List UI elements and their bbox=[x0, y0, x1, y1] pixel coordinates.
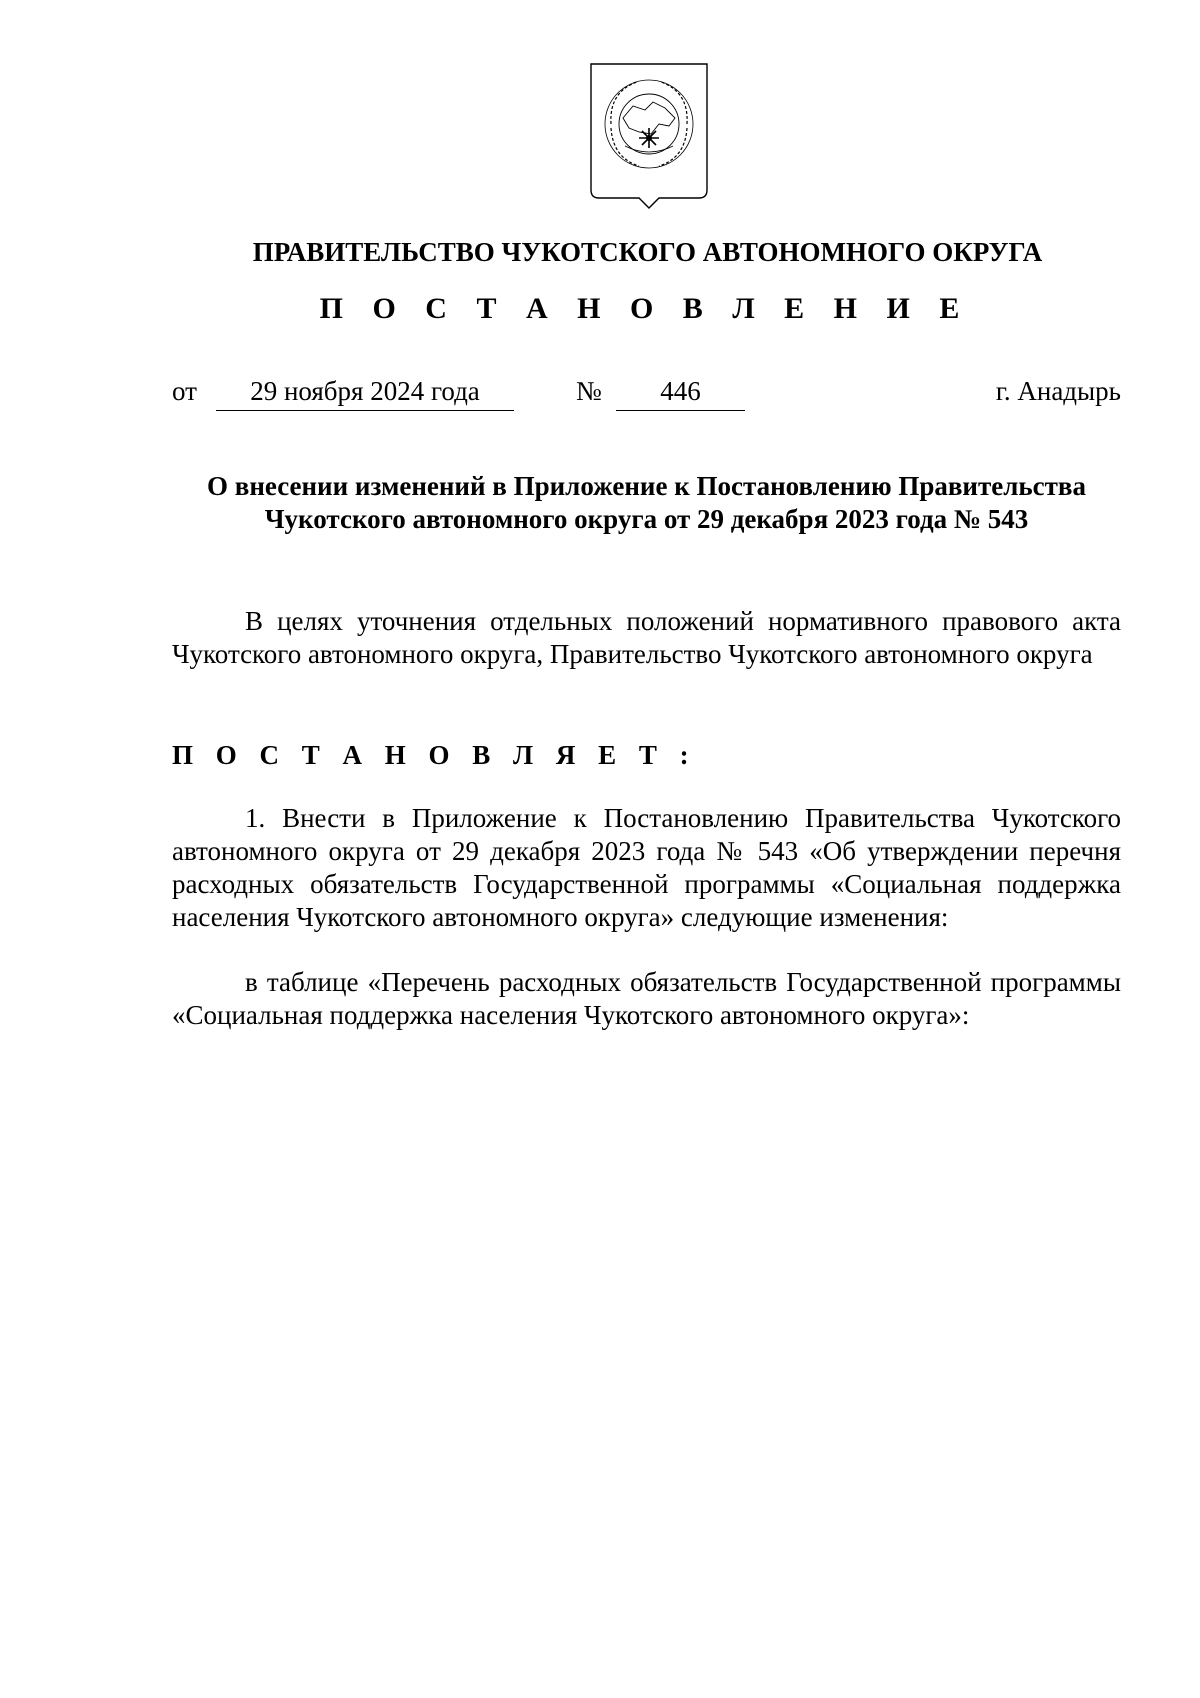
document-date: 29 ноября 2024 года bbox=[216, 374, 514, 411]
subject-line-2: Чукотского автономного округа от 29 декабря 2023 года № 543 bbox=[264, 504, 1029, 534]
chukotka-coat-of-arms-icon bbox=[589, 62, 709, 212]
item-1-paragraph: 1. Внести в Приложение к Постановлению Правительства Чукотского автономного округа от 29 декабря 2023 года № 543 «Об утверждении перечня расходных обязательств Государственной программы «Социальная поддержка населения Чукотского автономного округа» следующие изменения: bbox=[172, 803, 1121, 932]
number-label: № bbox=[576, 376, 602, 406]
document-subject bbox=[172, 470, 1121, 536]
subject-line-1: О внесении изменений в Приложение к Постановлению Правительства bbox=[207, 471, 1086, 501]
government-title: ПРАВИТЕЛЬСТВО ЧУКОТСКОГО АВТОНОМНОГО ОКРУГА bbox=[252, 237, 1043, 267]
document-type-heading: П О С Т А Н О В Л Е Н И Е bbox=[319, 292, 971, 325]
resolves-heading: П О С Т А Н О В Л Я Е Т : bbox=[172, 740, 697, 770]
document-city: г. Анадырь bbox=[995, 376, 1121, 406]
preamble-paragraph: В целях уточнения отдельных положений нормативного правового акта Чукотского автономного округа, Правительство Чукотского автономного округа bbox=[172, 606, 1121, 669]
document-number: 446 bbox=[616, 374, 745, 411]
item-1-table-paragraph: в таблице «Перечень расходных обязательств Государственной программы «Социальная поддержка населения Чукотского автономного округа»: bbox=[172, 967, 1121, 1030]
document-meta-line bbox=[172, 374, 1121, 414]
date-label: от bbox=[172, 376, 197, 406]
